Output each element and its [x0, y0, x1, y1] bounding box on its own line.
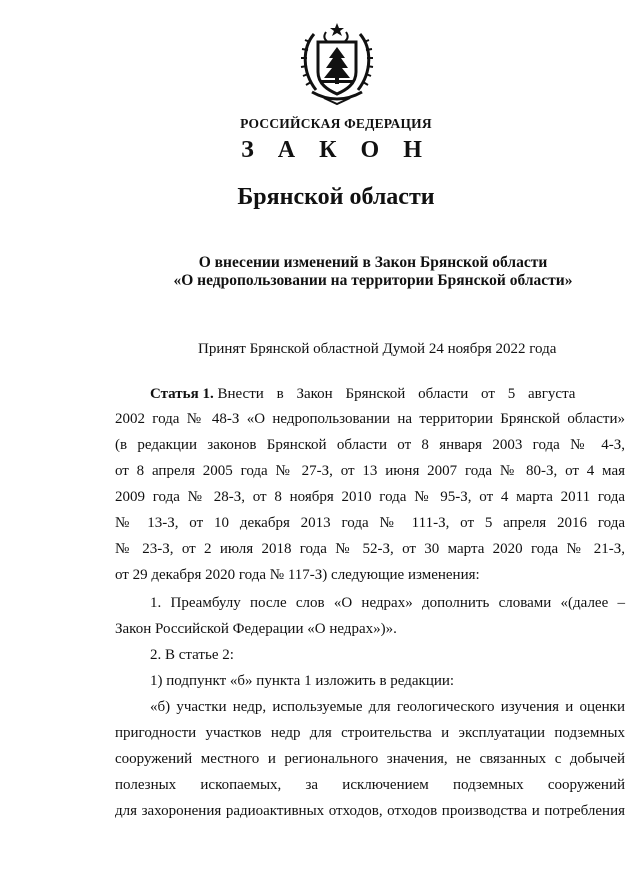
coat-of-arms-emblem — [296, 20, 378, 106]
body-line: для захоронения радиоактивных отходов, отходов производства и потребления — [115, 803, 625, 819]
document-type-heading: З А К О Н — [241, 137, 431, 163]
body-line: сооружений местного и регионального значения, не связанных с добычей — [115, 751, 625, 767]
body-line: 2009 года № 28-З, от 8 ноября 2010 года № 95-З, от 4 марта 2011 года — [115, 489, 625, 505]
body-line: от 8 апреля 2005 года № 27-З, от 13 июня 2007 года № 80-З, от 4 мая — [115, 463, 625, 479]
law-title-line-1: О внесении изменений в Закон Брянской области — [198, 254, 548, 271]
body-line: № 13-З, от 10 декабря 2013 года № 111-З, от 5 апреля 2016 года — [115, 515, 625, 531]
body-line: Внести в Закон Брянской области от 5 августа — [217, 386, 576, 402]
quote-line: «б) участки недр, используемые для геологического изучения и оценки — [150, 699, 625, 715]
body-line: полезных ископаемых, за исключением подземных сооружений — [115, 777, 625, 793]
body-line: (в редакции законов Брянской области от 8 января 2003 года № 4-З, — [115, 437, 625, 453]
region-heading: Брянской области — [237, 184, 435, 210]
item-2-line: 2. В статье 2: — [150, 647, 234, 663]
item-1-line: 1. Преамбулу после слов «О недрах» дополнить словами «(далее – — [150, 595, 625, 611]
country-heading: РОССИЙСКАЯ ФЕДЕРАЦИЯ — [240, 116, 432, 131]
body-line: № 23-З, от 2 июля 2018 года № 52-З, от 30 марта 2020 года № 21-З, — [115, 541, 625, 557]
law-title-line-2: «О недропользовании на территории Брянской области» — [173, 272, 573, 289]
body-line: 2002 года № 48-З «О недропользовании на территории Брянской области» — [115, 411, 625, 427]
subitem-1-line: 1) подпункт «б» пункта 1 изложить в редакции: — [150, 673, 455, 689]
body-line: пригодности участков недр для строительства и эксплуатации подземных — [115, 725, 625, 741]
adoption-statement: Принят Брянской областной Думой 24 ноября 2022 года — [198, 341, 557, 357]
article-label: Статья 1. — [150, 386, 214, 402]
body-line: Закон Российской Федерации «О недрах»)». — [115, 621, 397, 637]
article-1-first-line — [150, 383, 625, 405]
body-line: от 29 декабря 2020 года № 117-З) следующие изменения: — [115, 567, 480, 583]
